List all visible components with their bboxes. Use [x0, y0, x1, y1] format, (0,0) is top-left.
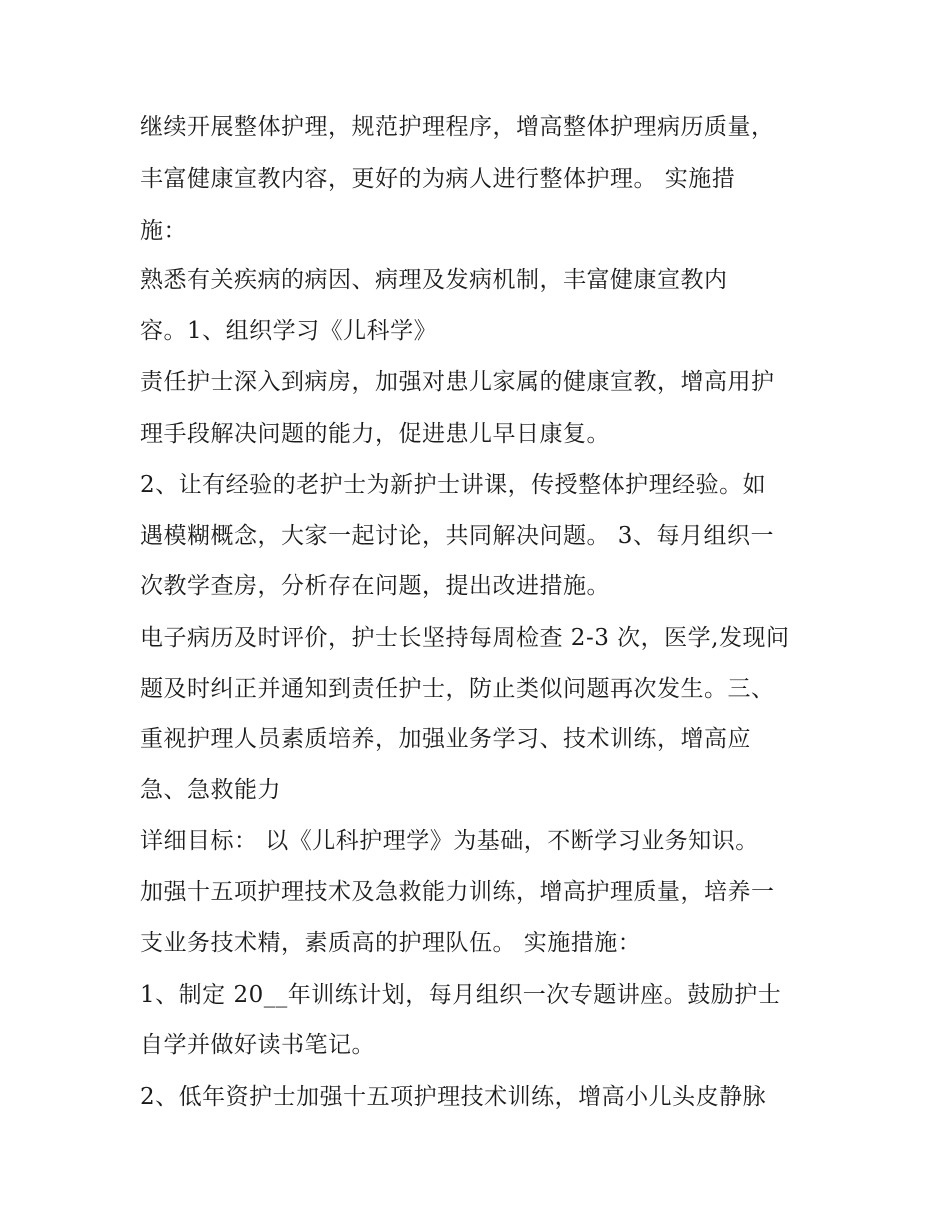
text-line: 理手段解决问题的能力，促进患儿早日康复。	[140, 421, 610, 447]
text-line: 2、让有经验的老护士为新护士讲课，传授整体护理经验。如	[140, 472, 767, 498]
text-line: 支业务技术精，素质高的护理队伍。 实施措施：	[140, 930, 642, 956]
text-line: 丰富健康宣教内容，更好的为病人进行整体护理。 实施措	[140, 166, 736, 192]
text-line: 继续开展整体护理，规范护理程序，增高整体护理病历质量，	[140, 114, 775, 140]
text-line: 1、制定 20__年训练计划，每月组织一次专题讲座。鼓励护士	[140, 982, 782, 1008]
text-line: 电子病历及时评价，护士长坚持每周检查 2-3 次，医学,发现问	[140, 625, 790, 651]
text-line: 容。1、组织学习《儿科学》	[140, 318, 438, 344]
text-line: 急、急救能力	[140, 777, 281, 803]
text-line: 施：	[140, 218, 187, 244]
text-line: 自学并做好读书笔记。	[140, 1032, 375, 1058]
text-line: 重视护理人员素质培养，加强业务学习、技术训练，增高应	[140, 726, 751, 752]
text-line: 2、低年资护士加强十五项护理技术训练，增高小儿头皮静脉	[140, 1084, 767, 1110]
text-line: 详细目标： 以《儿科护理学》为基础，不断学习业务知识。	[140, 828, 759, 854]
text-line: 加强十五项护理技术及急救能力训练，增高护理质量，培养一	[140, 879, 775, 905]
text-line: 题及时纠正并通知到责任护士，防止类似问题再次发生。三、	[140, 676, 775, 702]
text-line: 责任护士深入到病房，加强对患儿家属的健康宣教，增高用护	[140, 369, 775, 395]
text-line: 熟悉有关疾病的病因、病理及发病机制，丰富健康宣教内	[140, 267, 728, 293]
text-line: 遇模糊概念，大家一起讨论，共同解决问题。 3、每月组织一	[140, 523, 774, 549]
text-line: 次教学查房，分析存在问题，提出改进措施。	[140, 573, 610, 599]
